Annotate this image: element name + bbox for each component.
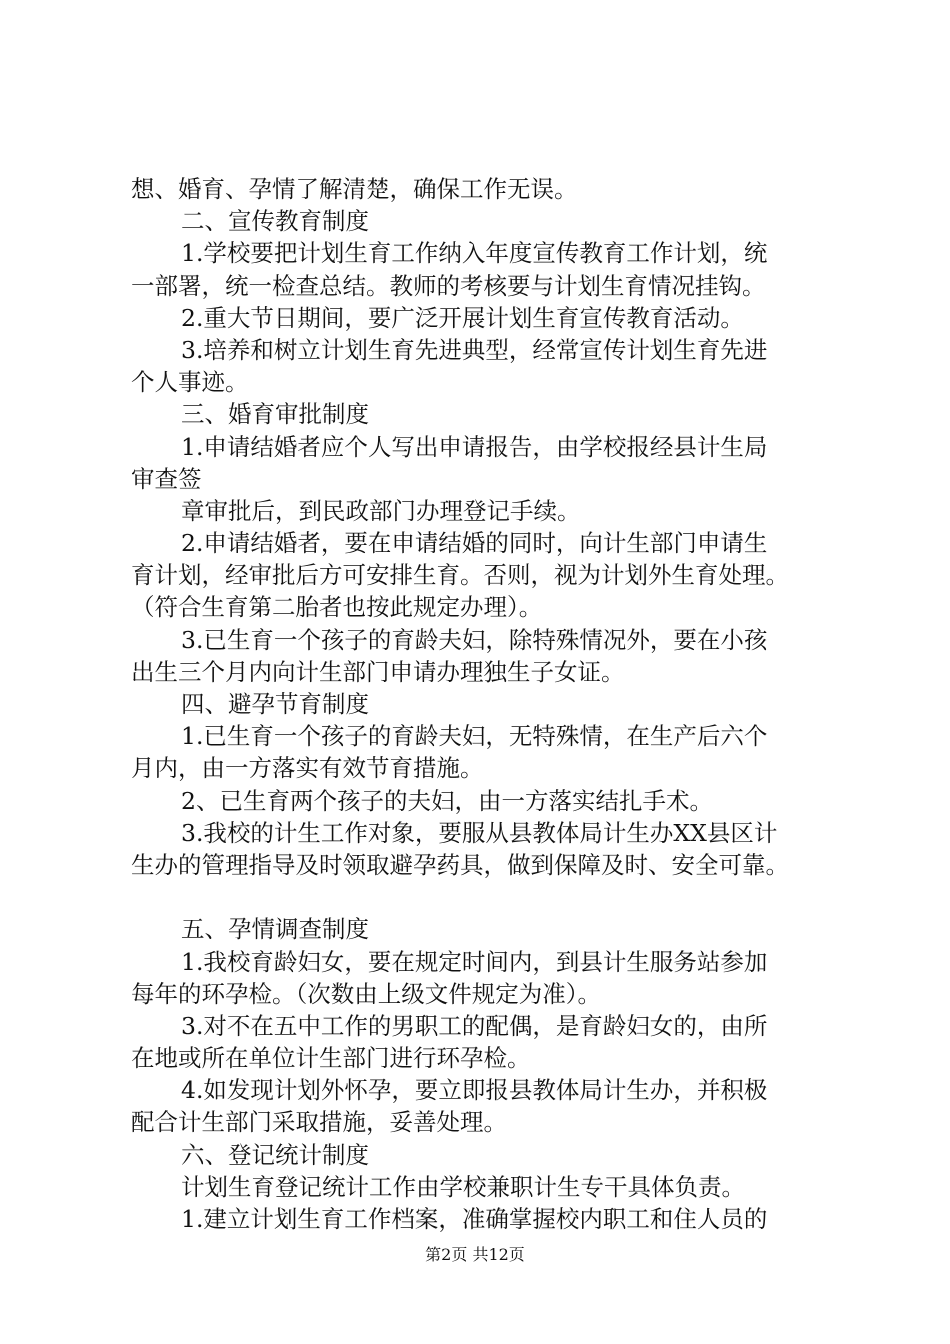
text-line: 三、婚育审批制度	[181, 400, 369, 429]
text-line: 育计划，经审批后方可安排生育。否则，视为计划外生育处理。	[131, 561, 789, 590]
text-line: 五、孕情调查制度	[181, 915, 369, 944]
text-line: 配合计生部门采取措施，妥善处理。	[131, 1108, 507, 1137]
text-line: 每年的环孕检。（次数由上级文件规定为准）。	[131, 979, 601, 1008]
text-line: 1.建立计划生育工作档案，准确掌握校内职工和住人员的	[181, 1205, 768, 1233]
text-line: 2.申请结婚者，要在申请结婚的同时，向计生部门申请生	[181, 529, 768, 558]
text-line: 1.已生育一个孩子的育龄夫妇，无特殊情，在生产后六个	[181, 722, 768, 751]
text-line: （符合生育第二胎者也按此规定办理）。	[131, 593, 543, 622]
text-line: 月内，由一方落实有效节育措施。	[131, 754, 484, 783]
text-line: 在地或所在单位计生部门进行环孕检。	[131, 1044, 531, 1073]
text-line: 1.学校要把计划生育工作纳入年度宣传教育工作计划，统	[181, 239, 768, 268]
text-line: 生办的管理指导及时领取避孕药具，做到保障及时、安全可靠。	[131, 850, 789, 879]
text-line: 出生三个月内向计生部门申请办理独生子女证。	[131, 657, 625, 686]
text-line: 章审批后，到民政部门办理登记手续。	[181, 496, 581, 525]
text-line: 3.已生育一个孩子的育龄夫妇，除特殊情况外，要在小孩	[181, 625, 768, 654]
text-line: 1.申请结婚者应个人写出申请报告，由学校报经县计生局	[181, 432, 768, 461]
document-body	[131, 173, 841, 1235]
text-line: 4.如发现计划外怀孕，要立即报县教体局计生办，并积极	[181, 1076, 768, 1105]
text-line: 六、登记统计制度	[181, 1140, 369, 1169]
text-line: 个人事迹。	[131, 368, 249, 397]
text-line: 3.我校的计生工作对象，要服从县教体局计生办XX县区计	[181, 818, 778, 847]
page-footer: 第2页 共12页	[425, 1245, 525, 1264]
text-line: 审查签	[131, 464, 202, 493]
text-line: 3.培养和树立计划生育先进典型，经常宣传计划生育先进	[181, 335, 768, 364]
text-line: 1.我校育龄妇女，要在规定时间内，到县计生服务站参加	[181, 947, 768, 976]
text-line: 2、已生育两个孩子的夫妇，由一方落实结扎手术。	[181, 786, 713, 815]
text-line: 想、婚育、孕情了解清楚，确保工作无误。	[131, 175, 578, 203]
blank-line	[131, 881, 841, 913]
text-line: 二、宣传教育制度	[181, 207, 369, 236]
text-line: 一部署，统一检查总结。教师的考核要与计划生育情况挂钩。	[131, 271, 766, 300]
text-line: 2.重大节日期间，要广泛开展计划生育宣传教育活动。	[181, 303, 744, 332]
text-line: 四、避孕节育制度	[181, 690, 369, 718]
text-line: 3.对不在五中工作的男职工的配偶，是育龄妇女的，由所	[181, 1011, 768, 1040]
text-line: 计划生育登记统计工作由学校兼职计生专干具体负责。	[181, 1172, 745, 1201]
